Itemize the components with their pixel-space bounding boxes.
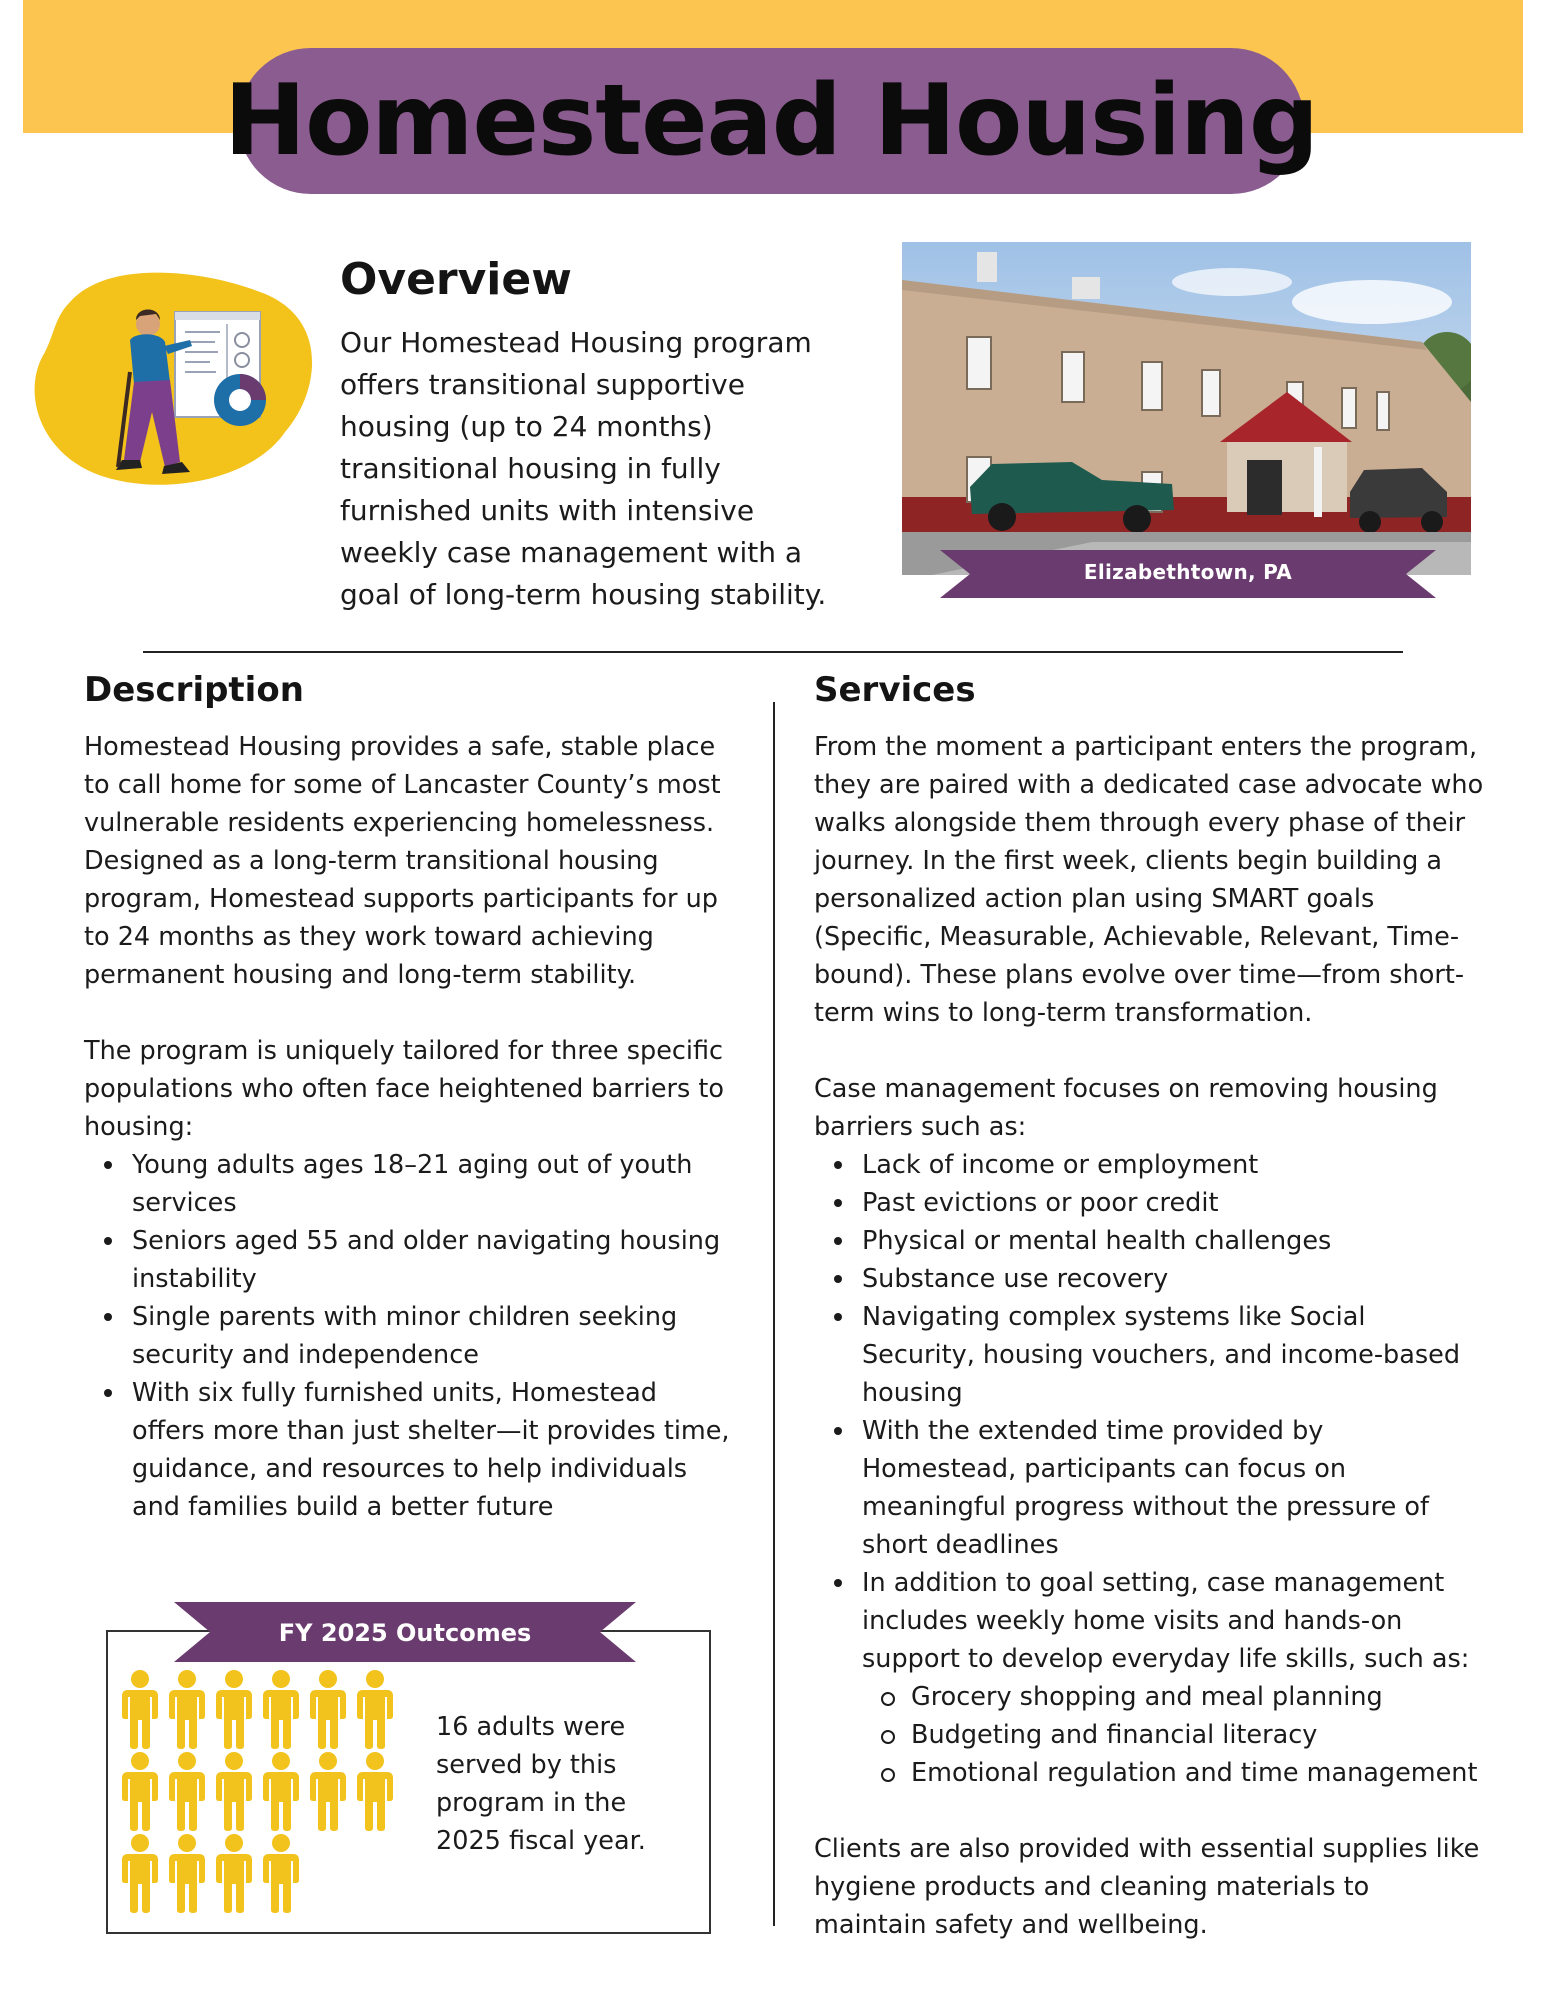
title-banner — [224, 48, 1318, 194]
overview-heading: Overview — [340, 254, 572, 305]
list-item: Young adults ages 18–21 aging out of youth services — [84, 1146, 734, 1222]
list-item: Substance use recovery — [814, 1260, 1484, 1298]
list-item: Single parents with minor children seeking security and independence — [84, 1298, 734, 1374]
outcomes-title: FY 2025 Outcomes — [278, 1619, 532, 1647]
photo-caption: Elizabethtown, PA — [1083, 560, 1293, 584]
list-item: In addition to goal setting, case management includes weekly home visits and hands-on support to develop everyday life skills, such as: — [814, 1564, 1484, 1678]
sub-list-item: Emotional regulation and time management — [814, 1754, 1484, 1792]
person-icon — [216, 1670, 252, 1749]
description-paragraph-2: The program is uniquely tailored for three specific populations who often face heightened barriers to housing: — [84, 1036, 725, 1142]
outcomes-text: 16 adults were served by this program in the 2025 fiscal year. — [436, 1712, 646, 1856]
list-item: Seniors aged 55 and older navigating housing instability — [84, 1222, 734, 1298]
services-list — [814, 1146, 1484, 1792]
services-paragraph-1: From the moment a participant enters the program, they are paired with a dedicated case advocate who walks alongside them through every phase of their journey. In the first week, clients begin building a personalized action plan using SMART goals (Specific, Measurable, Achievable, Relevant, Time-bound). These plans evolve over time—from short-term wins to long-term transformation. — [814, 732, 1484, 1028]
sub-list-item: Grocery shopping and meal planning — [814, 1678, 1484, 1716]
description-body — [84, 728, 734, 1526]
person-icon — [122, 1670, 158, 1749]
list-item: With the extended time provided by Homestead, participants can focus on meaningful progress without the pressure of short deadlines — [814, 1412, 1484, 1564]
list-item: With six fully furnished units, Homestead offers more than just shelter—it provides time, guidance, and resources to help individuals and families build a better future — [84, 1374, 734, 1526]
services-paragraph-3: Clients are also provided with essential supplies like hygiene products and cleaning materials to maintain safety and wellbeing. — [814, 1834, 1480, 1940]
building-photo — [902, 242, 1471, 575]
person-icon — [263, 1670, 299, 1749]
overview-text: Our Homestead Housing program offers transitional supportive housing (up to 24 months) transitional housing in fully furnished units with intensive weekly case management with a goal of long-term housing stability. — [340, 326, 827, 611]
person-icon — [122, 1752, 158, 1831]
person-icon — [169, 1834, 205, 1913]
services-heading: Services — [814, 670, 976, 710]
list-item: Navigating complex systems like Social Security, housing vouchers, and income-based housing — [814, 1298, 1484, 1412]
list-item: Lack of income or employment — [814, 1146, 1484, 1184]
person-icon — [310, 1670, 346, 1749]
person-icon — [122, 1834, 158, 1913]
person-icon — [216, 1834, 252, 1913]
person-icon — [357, 1670, 393, 1749]
description-paragraph-1: Homestead Housing provides a safe, stable place to call home for some of Lancaster County’s most vulnerable residents experiencing homelessness. Designed as a long-term transitional housing program, Homestead supports participants for up to 24 months as they work toward achieving permanent housing and long-term stability. — [84, 732, 721, 990]
person-icon — [169, 1670, 205, 1749]
person-icon — [169, 1752, 205, 1831]
list-item: Physical or mental health challenges — [814, 1222, 1484, 1260]
presentation-illustration — [30, 262, 325, 502]
person-icon — [310, 1752, 346, 1831]
person-icon — [263, 1834, 299, 1913]
list-item: Past evictions or poor credit — [814, 1184, 1484, 1222]
description-list — [84, 1146, 734, 1526]
page-title: Homestead Housing — [224, 64, 1318, 178]
sub-list-item: Budgeting and financial literacy — [814, 1716, 1484, 1754]
description-heading: Description — [84, 670, 304, 710]
people-icon-grid — [118, 1668, 418, 1924]
person-icon — [357, 1752, 393, 1831]
section-divider — [143, 651, 1403, 653]
services-body — [814, 728, 1484, 1944]
person-icon — [263, 1752, 299, 1831]
services-paragraph-2: Case management focuses on removing housing barriers such as: — [814, 1074, 1438, 1142]
person-icon — [216, 1752, 252, 1831]
column-divider — [773, 702, 775, 1926]
